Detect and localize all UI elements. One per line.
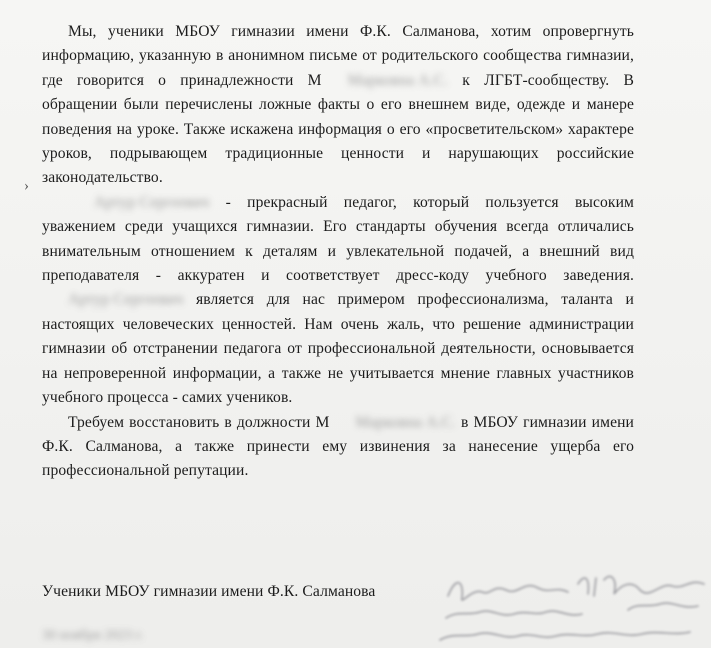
paragraph-2-continuation: является для нас примером профессионализма, таланта и настоящих человеческих ценностей. Нам очень жаль, что решение администрации гимназии об отстранении педагога от профессиональной деятельности, основывается на непроверенной информации, а также не учитывается мнение главных участников учебного процесса - самих учеников. [42,291,634,407]
paragraph-2-text: - прекрасный педагог, который пользуется высоким уважением среди учащихся гимназии. Его стандарты обучения всегда отличались внимательным отношением к деталям и увлекательной подачей, а внешний вид преподавателя - аккуратен и соответствует дресс-коду учебного заведения. [42,193,634,285]
paragraph-1-continuation: к ЛГБТ-сообществу. В обращении были перечислены ложные факты о его внешнем виде, одежде и манере поведения на уроке. Также искажена информация о его «просветительском» характере уроков, подрывающем традиционные ценности и нарушающих российские законодательство. [42,71,635,187]
redacted-name: Артур Сергеевич [94,193,210,211]
paragraph-3 [42,411,634,484]
signature-label: Ученики МБОУ гимназии имени Ф.К. Салманова [42,583,376,600]
paragraph-1-text: Мы, ученики МБОУ гимназии имени Ф.К. Салманова, хотим опровергнуть информацию, указанную в анонимном письме от родительского сообщества гимназии, где говорится о принадлежности М [42,23,634,89]
letter-body [42,20,634,484]
handwritten-signatures [428,566,711,648]
date-line [42,628,143,644]
margin-mark: › [24,178,29,194]
redacted-date: 30 ноября 2023 г. [42,628,144,643]
paragraph-2 [42,191,634,411]
redacted-name: Марковна А.С. [347,71,449,89]
redacted-name: Марковна А.С. [355,413,456,431]
paragraph-3-text: Требуем восстановить в должности М [68,413,330,431]
paragraph-3-continuation: в МБОУ гимназии имени Ф.К. Салманова, а также принести ему извинения за нанесение ущерба его профессиональной репутации. [42,413,634,480]
redacted-name: Артур Сергеевич [68,291,184,309]
paragraph-1 [42,20,634,191]
